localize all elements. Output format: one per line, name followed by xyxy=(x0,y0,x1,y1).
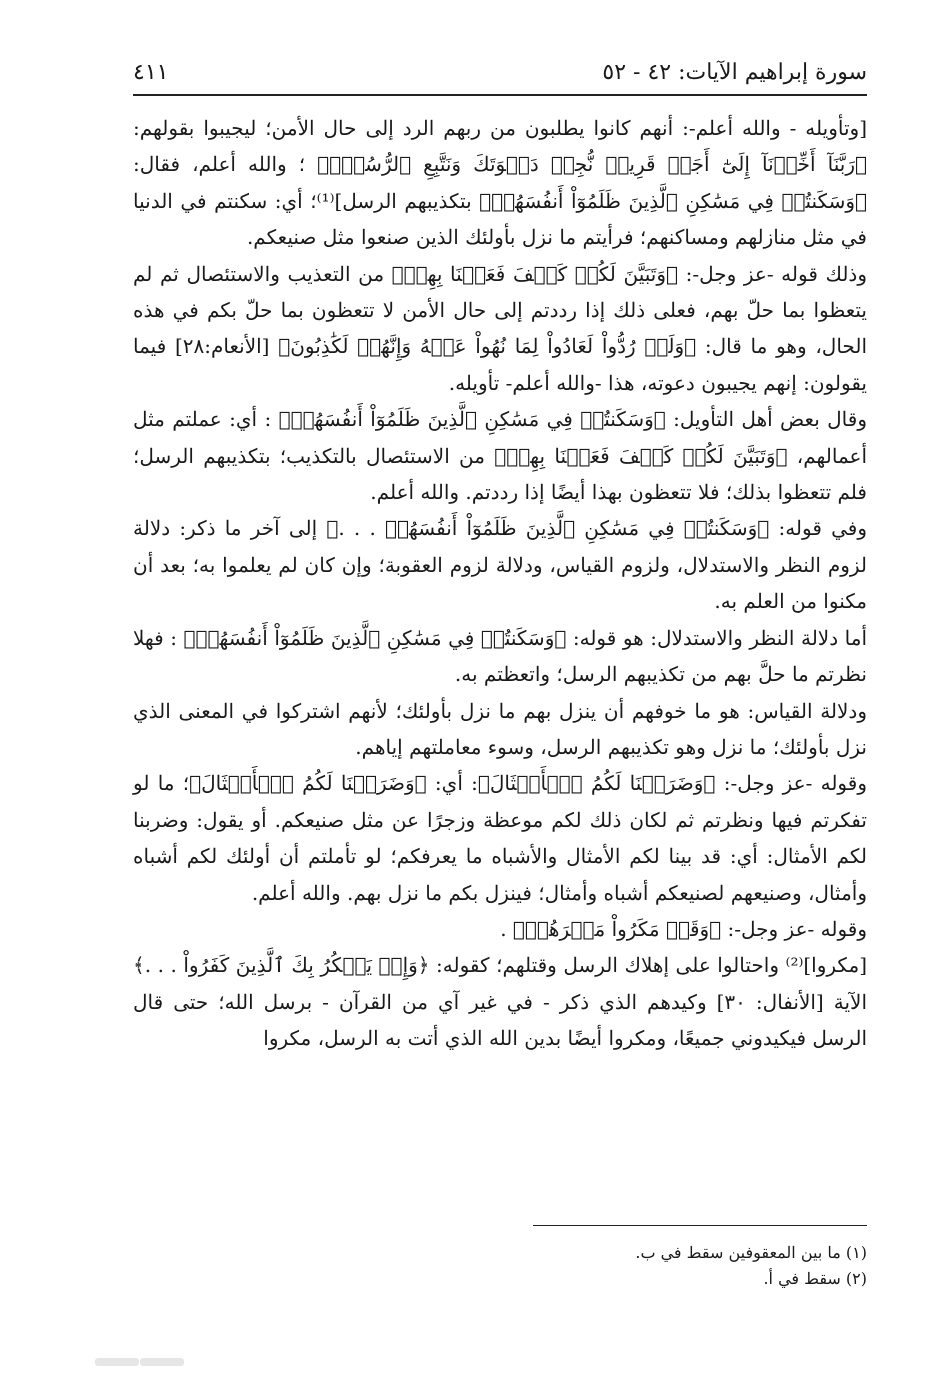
paragraph-1: [وتأويله - والله أعلم-: أنهم كانوا يطلبون من ربهم الرد إلى حال الأمن؛ ليجيبوا بقولهم: ﴿رَبَّنَآ أَخِّرۡنَآ إِلَىٰٓ أَجَلٖ قَرِيبٖ نُّجِبۡ دَعۡوَتَكَ وَنَتَّبِعِ ٱلرُّسُلَۗ﴾ ؛ والله أعلم، فقال: ﴿وَسَكَنتُمۡ فِي مَسَٰكِنِ ٱلَّذِينَ ظَلَمُوٓاْ أَنفُسَهُمۡ﴾ بتكذيبهم الرسل]⁽¹⁾؛ أي: سكنتم في الدنيا في مثل منازلهم ومساكنهم؛ فرأيتم ما نزل بأولئك الذين صنعوا مثل صنيعكم. xyxy=(133,116,868,250)
scan-smudge xyxy=(95,1358,139,1366)
paragraph-5: أما دلالة النظر والاستدلال: هو قوله: ﴿وَسَكَنتُمۡ فِي مَسَٰكِنِ ٱلَّذِينَ ظَلَمُوٓاْ أَنفُسَهُمۡ﴾ : فهلا نظرتم ما حلَّ بهم من تكذيبهم الرسل؛ واتعظتم به. xyxy=(133,625,867,687)
paragraph-4: وفي قوله: ﴿وَسَكَنتُمۡ فِي مَسَٰكِنِ ٱلَّذِينَ ظَلَمُوٓاْ أَنفُسَهُمۡ . . .﴾ إلى آخر ما ذكر: دلالة لزوم النظر والاستدلال، ولزوم القياس، ودلالة لزوم العقوبة؛ وإن كان لم يعلموا به؛ بعد أن مكنوا من العلم به. xyxy=(133,516,867,614)
footnote-1: (١) ما بين المعقوفين سقط في ب. xyxy=(635,1243,867,1262)
footnote-rule xyxy=(533,1225,867,1226)
paragraph-6: ودلالة القياس: هو ما خوفهم أن ينزل بهم ما نزل بأولئك؛ لأنهم اشتركوا في المعنى الذي نزل بأولئك؛ ما نزل وهو تكذيبهم الرسل، وسوء معاملتهم إياهم. xyxy=(133,698,868,759)
chapter-title: سورة إبراهيم الآيات: ٤٢ - ٥٢ xyxy=(602,59,867,85)
paragraph-8: وقوله -عز وجل-: ﴿وَقَدۡ مَكَرُواْ مَكۡرَهُمۡ﴾ . xyxy=(500,916,867,941)
paragraph-9: [مكروا]⁽²⁾ واحتالوا على إهلاك الرسل وقتلهم؛ كقوله: ﴿وَإِذۡ يَمۡكُرُ بِكَ ٱلَّذِينَ كَفَرُواْ . . .﴾ الآية [الأنفال: ٣٠] وكيدهم الذي ذكر - في غير آي من القرآن - برسل الله؛ حتى قال الرسل فيكيدوني جميعًا، ومكروا أيضًا بدين الله الذي أتت به الرسل، مكروا xyxy=(133,953,867,1051)
paragraph-3: وقال بعض أهل التأويل: ﴿وَسَكَنتُمۡ فِي مَسَٰكِنِ ٱلَّذِينَ ظَلَمُوٓاْ أَنفُسَهُمۡ﴾ : أي: عملتم مثل أعمالهم، ﴿وَتَبَيَّنَ لَكُمۡ كَيۡفَ فَعَلۡنَا بِهِمۡ﴾ من الاستئصال بالتكذيب؛ بتكذيبهم الرسل؛ فلم تتعظوا بذلك؛ فلا تتعظون بهذا أيضًا إذا رددتم. والله أعلم. xyxy=(133,407,867,505)
running-header xyxy=(133,50,867,94)
footnotes xyxy=(133,1240,867,1292)
main-text xyxy=(133,110,867,1057)
scan-smudge xyxy=(140,1358,184,1366)
paragraph-7: وقوله -عز وجل-: ﴿وَضَرَبۡنَا لَكُمُ ٱلۡأَمۡثَالَ﴾: أي: ﴿وَضَرَبۡنَا لَكُمُ ٱلۡأَمۡثَالَ﴾؛ ما لو تفكرتم فيها ونظرتم ثم لكان ذلك لكم موعظة وزجرًا عن مثل صنيعكم. أو يقول: وضربنا لكم الأمثال: أي: قد بينا لكم الأمثال والأشباه ما يعرفكم؛ لو تأملتم أن أولئك لكم أشباه وأمثال، وصنيعهم لصنيعكم أشباه وأمثال؛ فينزل بكم ما نزل بهم. والله أعلم. xyxy=(133,771,867,905)
paragraph-2: وذلك قوله -عز وجل-: ﴿وَتَبَيَّنَ لَكُمۡ كَيۡفَ فَعَلۡنَا بِهِمۡ﴾ من التعذيب والاستئصال ثم لم يتعظوا بما حلّ بهم، فعلى ذلك إذا رددتم إلى حال الأمن لا تتعظون بما حلّ بكم في هذه الحال، وهو ما قال: ﴿وَلَوۡ رُدُّواْ لَعَادُواْ لِمَا نُهُواْ عَنۡهُ وَإِنَّهُمۡ لَكَٰذِبُونَ﴾ [الأنعام:٢٨] فيما يقولون: إنهم يجيبون دعوته، هذا -والله أعلم- تأويله. xyxy=(133,261,867,395)
footnote-2: (٢) سقط في أ. xyxy=(763,1269,867,1288)
header-rule xyxy=(133,94,867,96)
page-number: ٤١١ xyxy=(133,59,169,85)
